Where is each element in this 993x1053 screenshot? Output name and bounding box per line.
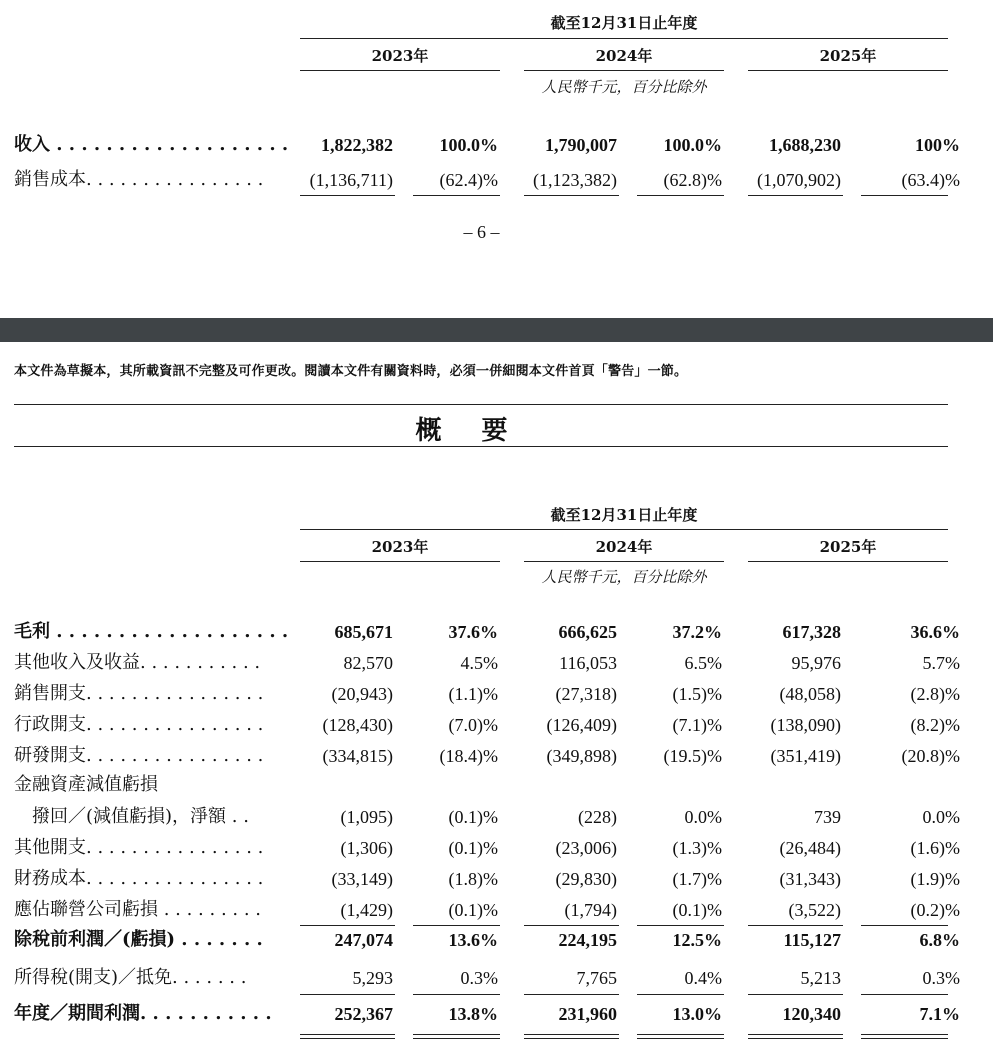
bottom-row [0,928,993,952]
row-label: 毛利 . . . . . . . . . . . . . . . . . . . [14,621,289,642]
subtotal-rule [637,925,724,926]
cell-amount-2023: 247,074 [334,930,393,950]
row-label: 銷售開支. . . . . . . . . . . . . . . . [14,683,264,704]
cell-amount-2025: (26,484) [779,838,841,858]
top-year-2023: 2023年 [371,47,429,65]
cell-pct-2024: 100.0% [663,135,722,155]
cell-amount-2025: 617,328 [782,622,841,642]
total-double-rule [300,1038,395,1039]
top-year-rule-2025 [748,70,948,71]
bottom-row [0,713,993,737]
cell-pct-2025: 0.0% [922,807,960,827]
cell-amount-2025: (48,058) [779,684,841,704]
cell-amount-2023: (20,943) [331,684,393,704]
cell-amount-2024: 116,053 [559,653,617,673]
cell-pct-2024: 37.2% [672,622,722,642]
title-rule-bottom [14,446,948,447]
bottom-row [0,966,993,990]
cell-pct-2023: 37.6% [448,622,498,642]
cell-pct-2023: (0.1)% [448,900,498,920]
cell-pct-2024: 0.0% [684,807,722,827]
top-year-rule-2023 [300,70,500,71]
cell-amount-2023: (33,149) [331,869,393,889]
top-subtotal-rule [637,195,724,196]
bottom-row [0,867,993,891]
bottom-year-rule-2024 [524,561,724,562]
row-label: 應佔聯營公司虧損 . . . . . . . . . [14,899,261,920]
cell-pct-2025: 6.8% [919,930,960,950]
cell-amount-2025: (138,090) [770,715,841,735]
bottom-year-2023: 2023年 [371,538,429,556]
subtotal-rule [637,994,724,995]
bottom-row [0,651,993,675]
cell-pct-2024: 13.0% [672,1004,722,1024]
top-year-2025: 2025年 [819,47,877,65]
cell-amount-2024: (23,006) [555,838,617,858]
bottom-year-2025: 2025年 [819,538,877,556]
subtotal-rule [861,994,948,995]
cell-pct-2023: 100.0% [439,135,498,155]
total-double-rule [748,1034,843,1035]
bottom-year-2024: 2024年 [595,538,653,556]
cell-amount-2023: (1,306) [340,838,393,858]
cell-pct-2023: (62.4)% [439,170,498,190]
cell-amount-2023: (1,095) [340,807,393,827]
cell-pct-2024: 12.5% [672,930,722,950]
total-double-rule [861,1034,948,1035]
cell-amount-2025: 120,340 [782,1004,841,1024]
cell-pct-2024: (1.7)% [672,869,722,889]
row-label: 研發開支. . . . . . . . . . . . . . . . [14,745,264,766]
total-double-rule [524,1034,619,1035]
bottom-year-rule-2023 [300,561,500,562]
cell-pct-2025: (2.8)% [910,684,960,704]
cell-amount-2024: (126,409) [546,715,617,735]
cell-amount-2024: (27,318) [555,684,617,704]
cell-pct-2024: 6.5% [684,653,722,673]
cell-pct-2023: 13.6% [448,930,498,950]
bottom-row [0,805,993,829]
page-divider [0,318,993,342]
cell-pct-2025: (1.6)% [910,838,960,858]
total-double-rule [637,1034,724,1035]
top-period-header: 截至12月31日止年度 [550,14,698,32]
cell-pct-2023: (1.8)% [448,869,498,889]
total-double-rule [300,1034,395,1035]
subtotal-rule [524,925,619,926]
cell-amount-2024: (228) [578,807,617,827]
cell-pct-2025: (63.4)% [901,170,960,190]
total-double-rule [637,1038,724,1039]
cell-pct-2025: 36.6% [910,622,960,642]
draft-notice: 本文件為草擬本，其所載資訊不完整及可作更改。閱讀本文件有關資料時，必須一併細閱本文件首頁「警告」一節。 [14,364,688,379]
cell-pct-2024: (0.1)% [672,900,722,920]
cell-pct-2023: 4.5% [460,653,498,673]
page-number: – 6 – [463,222,500,242]
top-year-2024: 2024年 [595,47,653,65]
cell-pct-2024: 0.4% [684,968,722,988]
bottom-row [0,836,993,860]
cell-amount-2023: (1,136,711) [309,170,393,190]
subtotal-rule [413,994,500,995]
cell-amount-2025: (3,522) [788,900,841,920]
bottom-row [0,773,993,797]
cell-pct-2023: 13.8% [448,1004,498,1024]
top-row [0,168,993,192]
cell-amount-2025: 115,127 [783,930,841,950]
cell-amount-2024: (1,794) [564,900,617,920]
top-subtotal-rule [524,195,619,196]
total-double-rule [413,1038,500,1039]
cell-pct-2025: (20.8)% [901,746,960,766]
cell-pct-2025: (8.2)% [910,715,960,735]
total-double-rule [524,1038,619,1039]
cell-amount-2023: 685,671 [334,622,393,642]
bottom-row [0,898,993,922]
cell-pct-2023: (18.4)% [439,746,498,766]
cell-pct-2025: 0.3% [922,968,960,988]
bottom-row [0,620,993,644]
cell-amount-2024: (1,123,382) [533,170,617,190]
total-double-rule [861,1038,948,1039]
bottom-row [0,1002,993,1026]
cell-amount-2023: 82,570 [343,653,393,673]
bottom-period-rule [300,529,948,530]
cell-amount-2024: 231,960 [558,1004,617,1024]
row-label: 行政開支. . . . . . . . . . . . . . . . [14,714,264,735]
cell-amount-2023: (334,815) [322,746,393,766]
row-label: 銷售成本. . . . . . . . . . . . . . . . [14,169,264,190]
bottom-period-header: 截至12月31日止年度 [550,506,698,524]
cell-pct-2025: (1.9)% [910,869,960,889]
cell-amount-2025: (1,070,902) [757,170,841,190]
cell-amount-2025: 5,213 [800,968,841,988]
cell-pct-2024: (19.5)% [663,746,722,766]
cell-amount-2024: 224,195 [558,930,617,950]
subtotal-rule [748,925,843,926]
cell-amount-2025: (31,343) [779,869,841,889]
top-row [0,133,993,157]
cell-amount-2025: 1,688,230 [769,135,841,155]
cell-pct-2024: (1.5)% [672,684,722,704]
cell-pct-2023: (7.0)% [448,715,498,735]
cell-amount-2023: (128,430) [322,715,393,735]
section-title: 概要 [415,416,548,446]
subtotal-rule [300,994,395,995]
top-subtotal-rule [413,195,500,196]
cell-amount-2024: (29,830) [555,869,617,889]
cell-pct-2024: (7.1)% [672,715,722,735]
cell-amount-2024: 7,765 [576,968,617,988]
cell-amount-2024: (349,898) [546,746,617,766]
top-unit-note: 人民幣千元，百分比除外 [541,78,707,96]
row-label: 財務成本. . . . . . . . . . . . . . . . [14,868,264,889]
cell-pct-2025: (0.2)% [910,900,960,920]
row-label: 收入 . . . . . . . . . . . . . . . . . . . [14,134,289,155]
cell-amount-2023: (1,429) [340,900,393,920]
cell-pct-2024: (1.3)% [672,838,722,858]
subtotal-rule [413,925,500,926]
bottom-row [0,682,993,706]
row-label: 撥回／(減值虧損)，淨額 . . [14,806,249,827]
row-label: 年度／期間利潤. . . . . . . . . . . [14,1003,272,1024]
subtotal-rule [300,925,395,926]
subtotal-rule [524,994,619,995]
cell-amount-2023: 5,293 [352,968,393,988]
bottom-year-rule-2025 [748,561,948,562]
cell-pct-2023: 0.3% [460,968,498,988]
total-double-rule [748,1038,843,1039]
top-subtotal-rule [861,195,948,196]
cell-pct-2025: 5.7% [922,653,960,673]
cell-amount-2025: (351,419) [770,746,841,766]
cell-amount-2023: 1,822,382 [321,135,393,155]
row-label: 金融資產減值虧損 [14,774,158,795]
cell-amount-2025: 739 [814,807,841,827]
row-label: 其他收入及收益. . . . . . . . . . . [14,652,261,673]
top-subtotal-rule [300,195,395,196]
row-label: 除稅前利潤／(虧損) . . . . . . . [14,929,263,950]
cell-amount-2024: 1,790,007 [545,135,617,155]
top-period-rule [300,38,948,39]
cell-pct-2025: 100% [915,135,960,155]
cell-pct-2023: (0.1)% [448,807,498,827]
top-year-rule-2024 [524,70,724,71]
row-label: 其他開支. . . . . . . . . . . . . . . . [14,837,264,858]
bottom-unit-note: 人民幣千元，百分比除外 [541,568,707,586]
bottom-row [0,744,993,768]
cell-pct-2023: (1.1)% [448,684,498,704]
total-double-rule [413,1034,500,1035]
cell-pct-2025: 7.1% [919,1004,960,1024]
cell-amount-2024: 666,625 [558,622,617,642]
subtotal-rule [861,925,948,926]
cell-pct-2024: (62.8)% [663,170,722,190]
row-label: 所得稅(開支)／抵免. . . . . . . [14,967,247,988]
cell-amount-2023: 252,367 [334,1004,393,1024]
top-subtotal-rule [748,195,843,196]
subtotal-rule [748,994,843,995]
cell-pct-2023: (0.1)% [448,838,498,858]
title-rule-top [14,404,948,405]
cell-amount-2025: 95,976 [791,653,841,673]
